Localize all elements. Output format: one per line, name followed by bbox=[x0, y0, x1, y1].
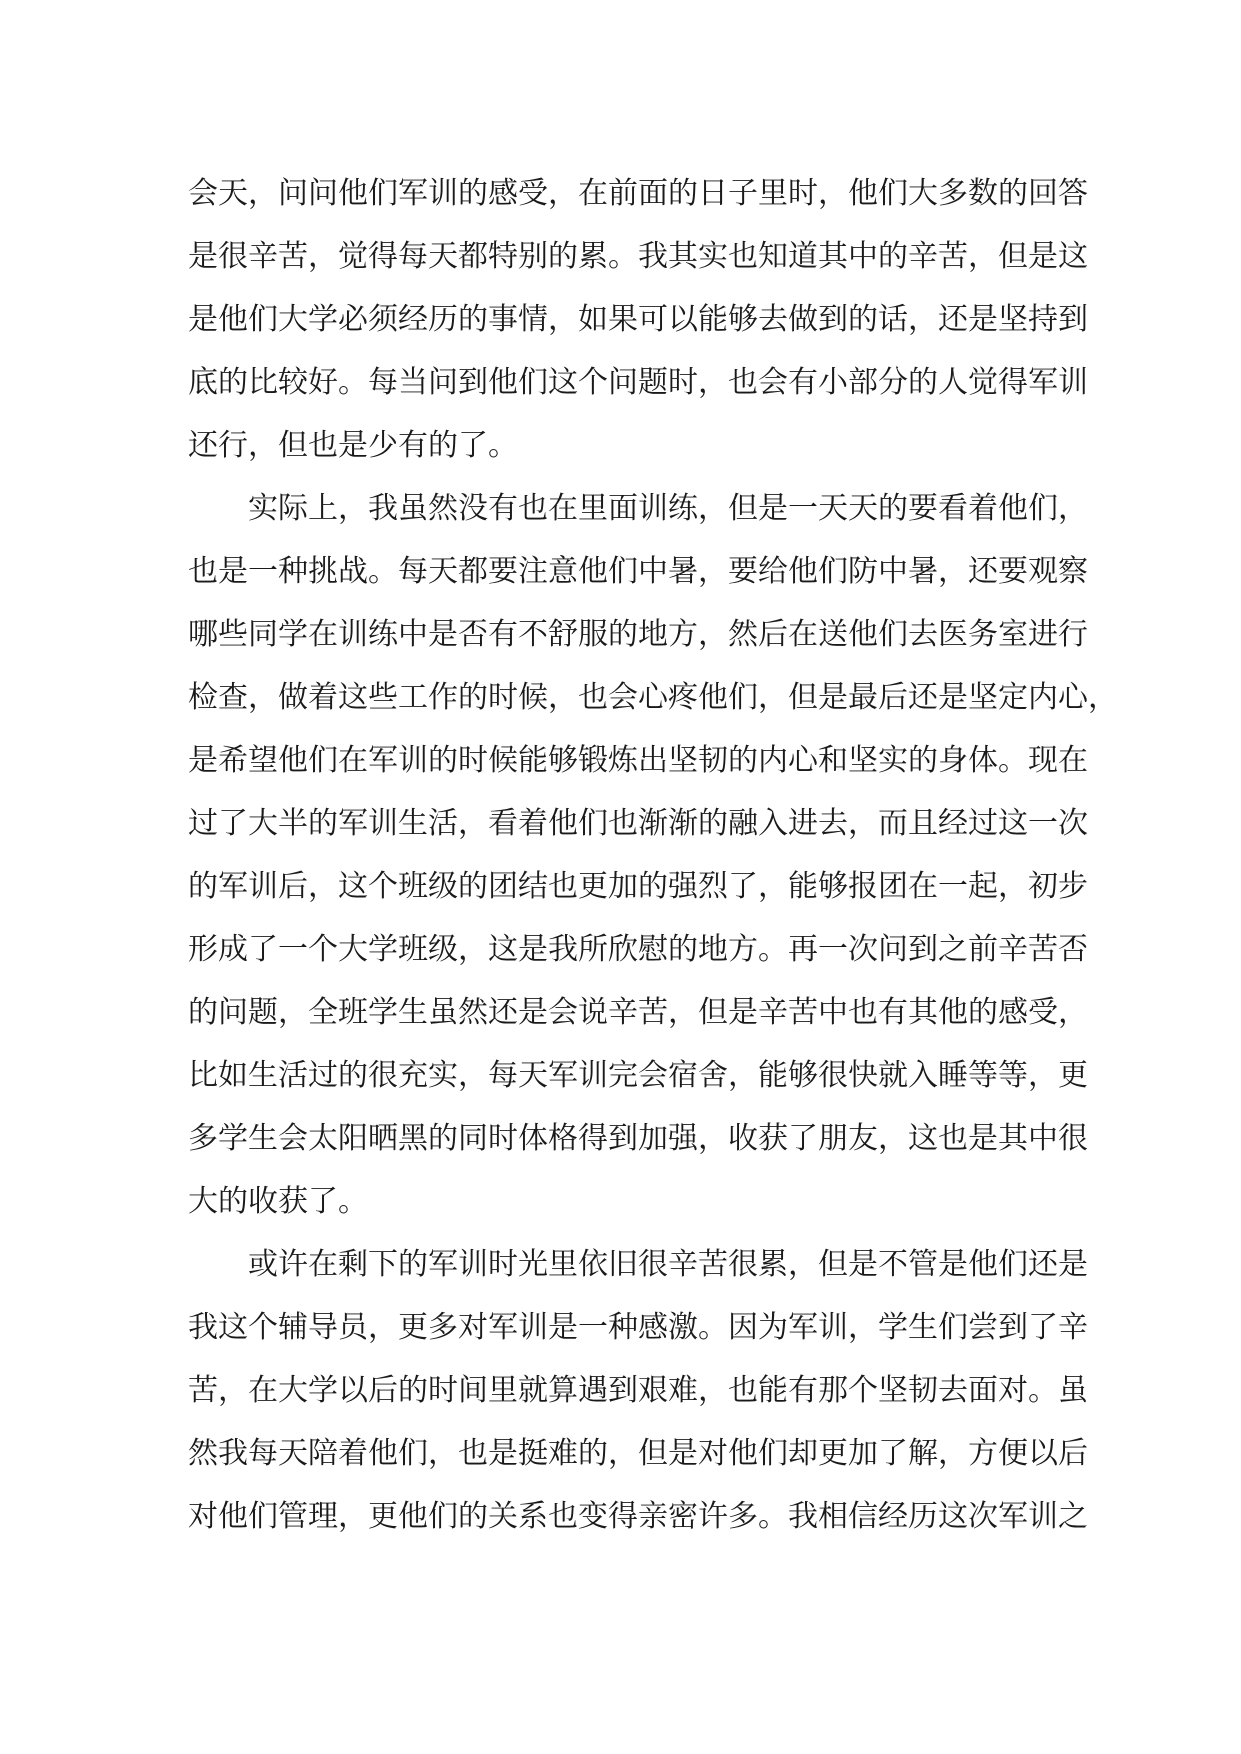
text-line: 过了大半的军训生活，看着他们也渐渐的融入进去，而且经过这一次 bbox=[188, 806, 1088, 841]
text-line: 是很辛苦，觉得每天都特别的累。我其实也知道其中的辛苦，但是这 bbox=[188, 239, 1088, 274]
text-line: 我这个辅导员，更多对军训是一种感激。因为军训，学生们尝到了辛 bbox=[188, 1310, 1088, 1345]
text-line: 大的收获了。 bbox=[188, 1184, 368, 1219]
text-line: 底的比较好。每当问到他们这个问题时，也会有小部分的人觉得军训 bbox=[188, 365, 1088, 400]
text-line: 也是一种挑战。每天都要注意他们中暑，要给他们防中暑，还要观察 bbox=[188, 554, 1088, 589]
text-line: 是他们大学必须经历的事情，如果可以能够去做到的话，还是坚持到 bbox=[188, 302, 1088, 337]
text-line: 的问题，全班学生虽然还是会说辛苦，但是辛苦中也有其他的感受， bbox=[188, 995, 1088, 1030]
text-line: 的军训后，这个班级的团结也更加的强烈了，能够报团在一起，初步 bbox=[188, 869, 1088, 904]
text-line: 多学生会太阳晒黑的同时体格得到加强，收获了朋友，这也是其中很 bbox=[188, 1121, 1088, 1156]
text-line: 苦，在大学以后的时间里就算遇到艰难，也能有那个坚韧去面对。虽 bbox=[188, 1373, 1088, 1408]
text-line: 还行，但也是少有的了。 bbox=[188, 428, 518, 463]
text-line: 或许在剩下的军训时光里依旧很辛苦很累，但是不管是他们还是 bbox=[248, 1247, 1088, 1282]
text-line: 然我每天陪着他们，也是挺难的，但是对他们却更加了解，方便以后 bbox=[188, 1436, 1088, 1471]
text-line: 检查，做着这些工作的时候，也会心疼他们，但是最后还是坚定内心， bbox=[188, 680, 1118, 715]
text-line: 对他们管理，更他们的关系也变得亲密许多。我相信经历这次军训之 bbox=[188, 1499, 1088, 1534]
text-line: 会天，问问他们军训的感受，在前面的日子里时，他们大多数的回答 bbox=[188, 176, 1088, 211]
text-line: 哪些同学在训练中是否有不舒服的地方，然后在送他们去医务室进行 bbox=[188, 617, 1088, 652]
text-line: 比如生活过的很充实，每天军训完会宿舍，能够很快就入睡等等，更 bbox=[188, 1058, 1088, 1093]
text-line: 实际上，我虽然没有也在里面训练，但是一天天的要看着他们， bbox=[248, 491, 1088, 526]
body-text bbox=[188, 162, 1118, 1548]
text-line: 是希望他们在军训的时候能够锻炼出坚韧的内心和坚实的身体。现在 bbox=[188, 743, 1088, 778]
text-line: 形成了一个大学班级，这是我所欣慰的地方。再一次问到之前辛苦否 bbox=[188, 932, 1088, 967]
